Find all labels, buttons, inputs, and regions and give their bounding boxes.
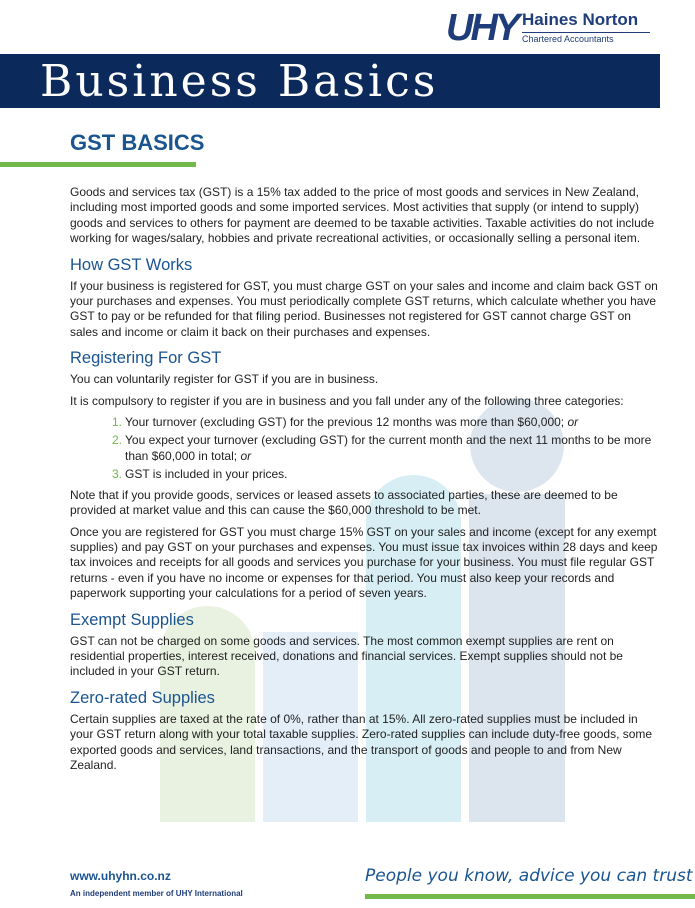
how-gst-works-paragraph: If your business is registered for GST, you must charge GST on your sales and income and claim back GST on your purchases and expenses. You must periodically complete GST returns, which calculate whether you have GST to pay or be refunded for that filing period. Businesses not registered for GST cannot charge GST on sales and income or claim it back on their purchases and expenses. — [70, 278, 658, 339]
registering-paragraph-2: It is compulsory to register if you are in business and you fall under any of the following three categories: — [70, 393, 624, 408]
section-heading-exempt-supplies: Exempt Supplies — [70, 610, 194, 629]
footer-underline — [365, 894, 695, 899]
title-underline — [0, 162, 196, 167]
section-heading-zero-rated-supplies: Zero-rated Supplies — [70, 688, 215, 707]
list-item-suffix: or — [240, 448, 252, 463]
list-number: 2. — [112, 433, 123, 448]
intro-paragraph: Goods and services tax (GST) is a 15% tax added to the price of most goods and services in New Zealand, including most imported goods and some imported services. Most activities that supply (or intend to supply) goods and services to others for payment are deemed to be taxable activities. Taxable activities do not include working for wages/salary, hobbies and private recreational activities, or occasionally selling a personal item. — [70, 185, 655, 246]
list-item — [112, 467, 662, 482]
list-number: 1. — [112, 415, 123, 430]
website-link[interactable]: www.uhyhn.co.nz — [70, 869, 171, 883]
list-item-text: You expect your turnover (excluding GST) for the current month and the next 11 months to be more than $60,000 in total; — [125, 433, 652, 463]
firm-name: Haines Norton — [522, 10, 639, 29]
exempt-supplies-paragraph: GST can not be charged on some goods and services. The most common exempt supplies are rent on residential properties, interest received, donations and financial services. Exempt supplies should not be included in your GST return. — [70, 633, 623, 679]
section-heading-how-gst-works: How GST Works — [70, 255, 193, 274]
list-item-text: Your turnover (excluding GST) for the previous 12 months was more than $60,000; — [125, 415, 565, 430]
document-body — [70, 185, 662, 779]
list-item — [112, 433, 662, 464]
list-item-suffix: or — [567, 415, 579, 430]
registering-paragraph-3: Note that if you provide goods, services or leased assets to associated parties, these are deemed to be provided at market value and this can cause the $60,000 threshold to be met. — [70, 487, 618, 518]
section-heading-registering: Registering For GST — [70, 349, 222, 368]
list-number: 3. — [112, 467, 123, 482]
list-item-text: GST is included in your prices. — [125, 467, 288, 482]
company-logo — [446, 8, 652, 48]
registration-criteria-list — [112, 415, 662, 483]
banner-title: Business Basics — [40, 56, 439, 107]
registering-paragraph-4: Once you are registered for GST you must charge 15% GST on your sales and income (except for any exempt supplies) and pay GST on your purchases and expenses. You must issue tax invoices within 28 days and keep tax invoices and receipts for all goods and services you purchase for your business. You must file regular GST returns - even if you have no income or expenses for that period. You must also keep your records and paperwork supporting your calculations for a period of seven years. — [70, 524, 658, 601]
zero-rated-supplies-paragraph: Certain supplies are taxed at the rate of 0%, rather than at 15%. All zero-rated supplies must be included in your GST return along with your total taxable supplies. Zero-rated supplies can include duty-free goods, some exported goods and services, land transactions, and the transport of goods and people to and from New Zealand. — [70, 711, 653, 772]
page-title: GST BASICS — [70, 130, 205, 155]
list-item — [112, 415, 662, 430]
firm-subtitle: Chartered Accountants — [522, 32, 650, 45]
logo-mark: UHY — [446, 7, 518, 49]
tagline: People you know, advice you can trust — [365, 866, 693, 886]
header-banner — [0, 54, 660, 108]
membership-note: An independent member of UHY International — [70, 889, 243, 898]
registering-paragraph-1: You can voluntarily register for GST if you are in business. — [70, 372, 379, 387]
